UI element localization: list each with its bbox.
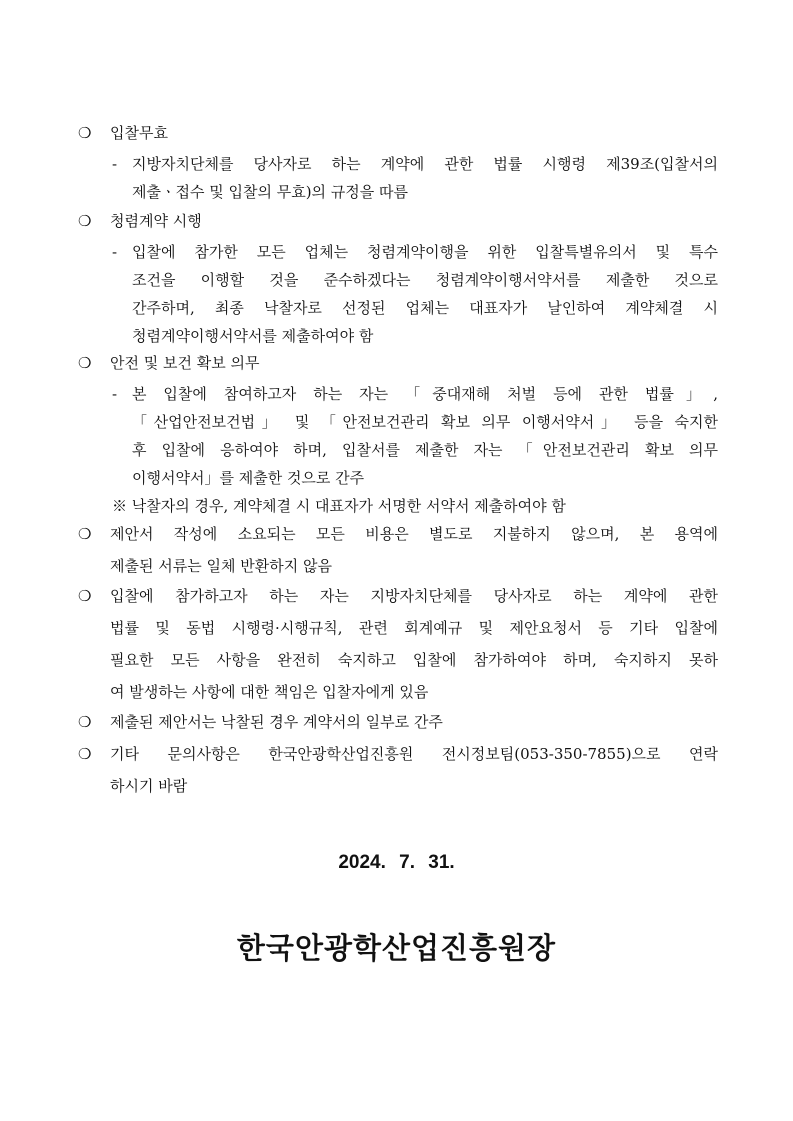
section-costs bbox=[78, 518, 718, 582]
section-invalid-bid bbox=[78, 122, 718, 206]
body-line: 제출된 서류는 일체 반환하지 않음 bbox=[110, 557, 332, 575]
section-body bbox=[78, 238, 718, 350]
circle-bullet-icon: ❍ bbox=[78, 745, 92, 763]
document-date: 2024. 7. 31. bbox=[338, 852, 455, 873]
circle-bullet-icon: ❍ bbox=[78, 124, 92, 142]
section-body bbox=[78, 706, 718, 738]
body-line: 후 입찰에 응하여야 하며, 입찰서를 제출한 자는 「안전보건관리 확보 의무 bbox=[132, 441, 718, 459]
body-line: 제출ㆍ접수 및 입찰의 무효)의 규정을 따름 bbox=[132, 183, 409, 201]
section-safety-health bbox=[78, 352, 718, 520]
body-line: 하시기 바람 bbox=[110, 777, 188, 795]
circle-bullet-icon: ❍ bbox=[78, 525, 92, 543]
body-line: 법률 및 동법 시행령·시행규칙, 관련 회계예규 및 제안요청서 등 기타 입찰에 bbox=[110, 619, 718, 637]
section-heading bbox=[78, 210, 718, 232]
body-line: 제안서 작성에 소요되는 모든 비용은 별도로 지불하지 않으며, 본 용역에 bbox=[110, 525, 718, 543]
body-line: 본 입찰에 참여하고자 하는 자는 「중대재해 처벌 등에 관한 법률」, bbox=[132, 385, 718, 403]
signer-title: 한국안광학산업진흥원장 bbox=[236, 931, 557, 965]
dash-marker: - bbox=[112, 385, 118, 403]
section-body bbox=[78, 518, 718, 582]
circle-bullet-icon: ❍ bbox=[78, 212, 92, 230]
body-line: 입찰에 참가하고자 하는 자는 지방자치단체를 당사자로 하는 계약에 관한 bbox=[110, 587, 718, 605]
section-responsibility bbox=[78, 580, 718, 708]
section-body bbox=[78, 380, 718, 492]
section-inquiry bbox=[78, 738, 718, 802]
dash-marker: - bbox=[112, 155, 118, 173]
section-proposal-part bbox=[78, 706, 718, 738]
note-line: ※ 낙찰자의 경우, 계약체결 시 대표자가 서명한 서약서 제출하여야 함 bbox=[112, 497, 566, 515]
circle-bullet-icon: ❍ bbox=[78, 713, 92, 731]
body-line: 「산업안전보건법」 및 「안전보건관리 확보 의무 이행서약서」 등을 숙지한 bbox=[132, 413, 718, 431]
section-integrity-contract bbox=[78, 210, 718, 350]
body-line: 기타 문의사항은 한국안광학산업진흥원 전시정보팀(053-350-7855)으로 연락 bbox=[110, 745, 718, 763]
body-line: 조건을 이행할 것을 준수하겠다는 청렴계약이행서약서를 제출한 것으로 bbox=[132, 271, 718, 289]
body-line: 청렴계약이행서약서를 제출하여야 함 bbox=[132, 327, 374, 345]
section-title: 청렴계약 시행 bbox=[110, 212, 202, 230]
body-line: 입찰에 참가한 모든 업체는 청렴계약이행을 위한 입찰특별유의서 및 특수 bbox=[132, 243, 718, 261]
section-title: 입찰무효 bbox=[110, 124, 168, 142]
dash-marker: - bbox=[112, 243, 118, 261]
body-line: 여 발생하는 사항에 대한 책임은 입찰자에게 있음 bbox=[110, 683, 429, 701]
body-line: 필요한 모든 사항을 완전히 숙지하고 입찰에 참가하여야 하며, 숙지하지 못하 bbox=[110, 651, 718, 669]
section-body bbox=[78, 580, 718, 708]
section-title: 안전 및 보건 확보 의무 bbox=[110, 354, 260, 372]
circle-bullet-icon: ❍ bbox=[78, 354, 92, 372]
section-heading bbox=[78, 122, 718, 144]
section-body bbox=[78, 150, 718, 206]
body-line: 지방자치단체를 당사자로 하는 계약에 관한 법률 시행령 제39조(입찰서의 bbox=[132, 155, 718, 173]
body-line: 이행서약서」를 제출한 것으로 간주 bbox=[132, 469, 365, 487]
body-line: 제출된 제안서는 낙찰된 경우 계약서의 일부로 간주 bbox=[110, 713, 443, 731]
section-body bbox=[78, 738, 718, 802]
section-heading bbox=[78, 352, 718, 374]
body-line: 간주하며, 최종 낙찰자로 선정된 업체는 대표자가 날인하여 계약체결 시 bbox=[132, 299, 718, 317]
circle-bullet-icon: ❍ bbox=[78, 587, 92, 605]
